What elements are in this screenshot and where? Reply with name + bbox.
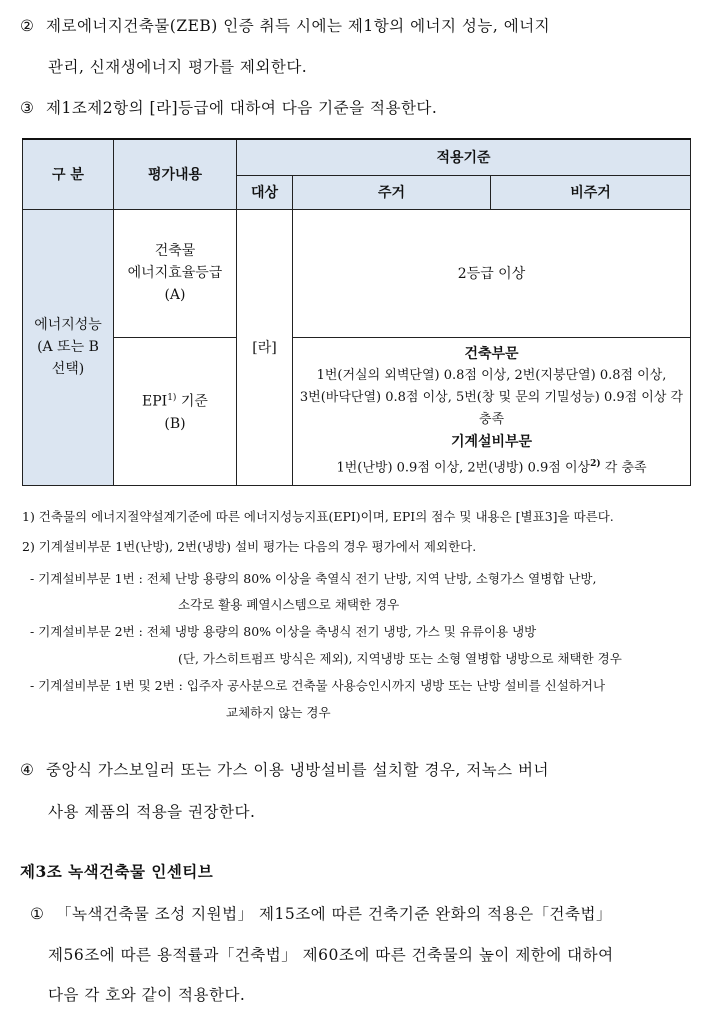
mechanical-section-tail: 각 충족 bbox=[600, 460, 647, 476]
paragraph-2-line1: 제로에너지건축물(ZEB) 인증 취득 시에는 제1항의 에너지 성능, 에너지 bbox=[46, 17, 551, 35]
note-2: 2) 기계설비부문 1번(난방), 2번(냉방) 설비 평가는 다음의 경우 평가에서 제외한다. bbox=[22, 539, 477, 554]
content-a-line-3: (A) bbox=[164, 287, 186, 303]
header-applied-criteria: 적용기준 bbox=[237, 139, 691, 175]
note-2-item-2-cont: (단, 가스히트펌프 방식은 제외), 지역냉방 또는 소형 열병합 냉방으로 채택한 경우 bbox=[178, 651, 622, 666]
mechanical-section-line bbox=[293, 453, 690, 479]
note-2-item-3: - 기계설비부문 1번 및 2번 : 입주자 공사분으로 건축물 사용승인시까지 냉방 또는 난방 설비를 신설하거나 bbox=[30, 678, 606, 693]
note-2-item-2: - 기계설비부문 2번 : 전체 냉방 용량의 80% 이상을 축냉식 전기 냉방, 가스 및 유류이용 냉방 bbox=[30, 624, 537, 639]
criteria-b bbox=[293, 337, 691, 485]
building-section-title: 건축부문 bbox=[464, 345, 519, 362]
header-evaluation-content: 평가내용 bbox=[114, 139, 237, 209]
content-b-line-1 bbox=[114, 387, 236, 413]
paragraph-5 bbox=[30, 902, 695, 924]
building-section-line-1: 1번(거실의 외벽단열) 0.8점 이상, 2번(지붕단열) 0.8점 이상, bbox=[316, 367, 667, 383]
paragraph-5-line3: 다음 각 호와 같이 적용한다. bbox=[48, 986, 246, 1004]
target-cell: [라] bbox=[237, 209, 293, 485]
footnote-1-marker: 1) bbox=[167, 393, 177, 404]
paragraph-4-line1: 중앙식 가스보일러 또는 가스 이용 냉방설비를 설치할 경우, 저녹스 버너 bbox=[46, 761, 549, 779]
paragraph-2 bbox=[20, 14, 695, 36]
category-line-1: 에너지성능 bbox=[34, 317, 102, 333]
paragraph-5-line2: 제56조에 따른 용적률과「건축법」 제60조에 따른 건축물의 높이 제한에 대하여 bbox=[48, 946, 614, 964]
epi-label: EPI bbox=[142, 393, 168, 410]
paragraph-4 bbox=[20, 758, 695, 780]
content-a-line-1: 건축물 bbox=[154, 243, 196, 259]
paragraph-4-line2: 사용 제품의 적용을 권장한다. bbox=[48, 803, 256, 821]
section-3-title: 제3조 녹색건축물 인센티브 bbox=[20, 862, 214, 881]
mechanical-section-text: 1번(난방) 0.9점 이상, 2번(냉방) 0.9점 이상 bbox=[336, 460, 591, 476]
category-line-3: 선택) bbox=[51, 361, 85, 377]
content-a bbox=[114, 209, 237, 337]
note-1: 1) 건축물의 에너지절약설계기준에 따른 에너지성능지표(EPI)이며, EPI의 점수 및 내용은 [별표3]을 따른다. bbox=[22, 509, 614, 524]
criteria-a: 2등급 이상 bbox=[293, 209, 691, 337]
paragraph-3 bbox=[20, 96, 695, 118]
header-residential: 주거 bbox=[293, 175, 491, 209]
building-section-line-2: 3번(바닥단열) 0.8점 이상, 5번(창 및 문의 기밀성능) 0.9점 이상 각 충족 bbox=[299, 389, 684, 427]
paragraph-5-line1: 「녹색건축물 조성 지원법」 제15조에 따른 건축기준 완화의 적용은「건축법」 bbox=[56, 905, 612, 923]
category-energy-performance bbox=[23, 209, 114, 485]
footnote-2-marker: 2) bbox=[590, 458, 601, 469]
header-non-residential: 비주거 bbox=[491, 175, 691, 209]
note-2-item-1: - 기계설비부문 1번 : 전체 난방 용량의 80% 이상을 축열식 전기 난방, 지역 난방, 소형가스 열병합 난방, bbox=[30, 571, 597, 586]
paragraph-4-number: ④ bbox=[20, 761, 35, 779]
paragraph-3-number: ③ bbox=[20, 99, 35, 117]
criteria-table bbox=[22, 138, 691, 486]
content-b bbox=[114, 337, 237, 485]
content-b-line-2: (B) bbox=[164, 415, 186, 432]
note-2-item-1-cont: 소각로 활용 폐열시스템으로 채택한 경우 bbox=[178, 597, 400, 612]
paragraph-2-number: ② bbox=[20, 17, 35, 35]
epi-label-tail: 기준 bbox=[176, 393, 208, 410]
header-target: 대상 bbox=[237, 175, 293, 209]
paragraph-5-number: ① bbox=[30, 905, 45, 923]
category-line-2: (A 또는 B bbox=[37, 339, 99, 355]
paragraph-2-line2: 관리, 신재생에너지 평가를 제외한다. bbox=[48, 58, 308, 76]
note-2-item-3-cont: 교체하지 않는 경우 bbox=[226, 705, 331, 720]
content-a-line-2: 에너지효율등급 bbox=[127, 265, 223, 281]
paragraph-3-text: 제1조제2항의 [라]등급에 대하여 다음 기준을 적용한다. bbox=[46, 99, 438, 117]
header-gubun: 구 분 bbox=[23, 139, 114, 209]
mechanical-section-title: 기계설비부문 bbox=[450, 433, 533, 450]
